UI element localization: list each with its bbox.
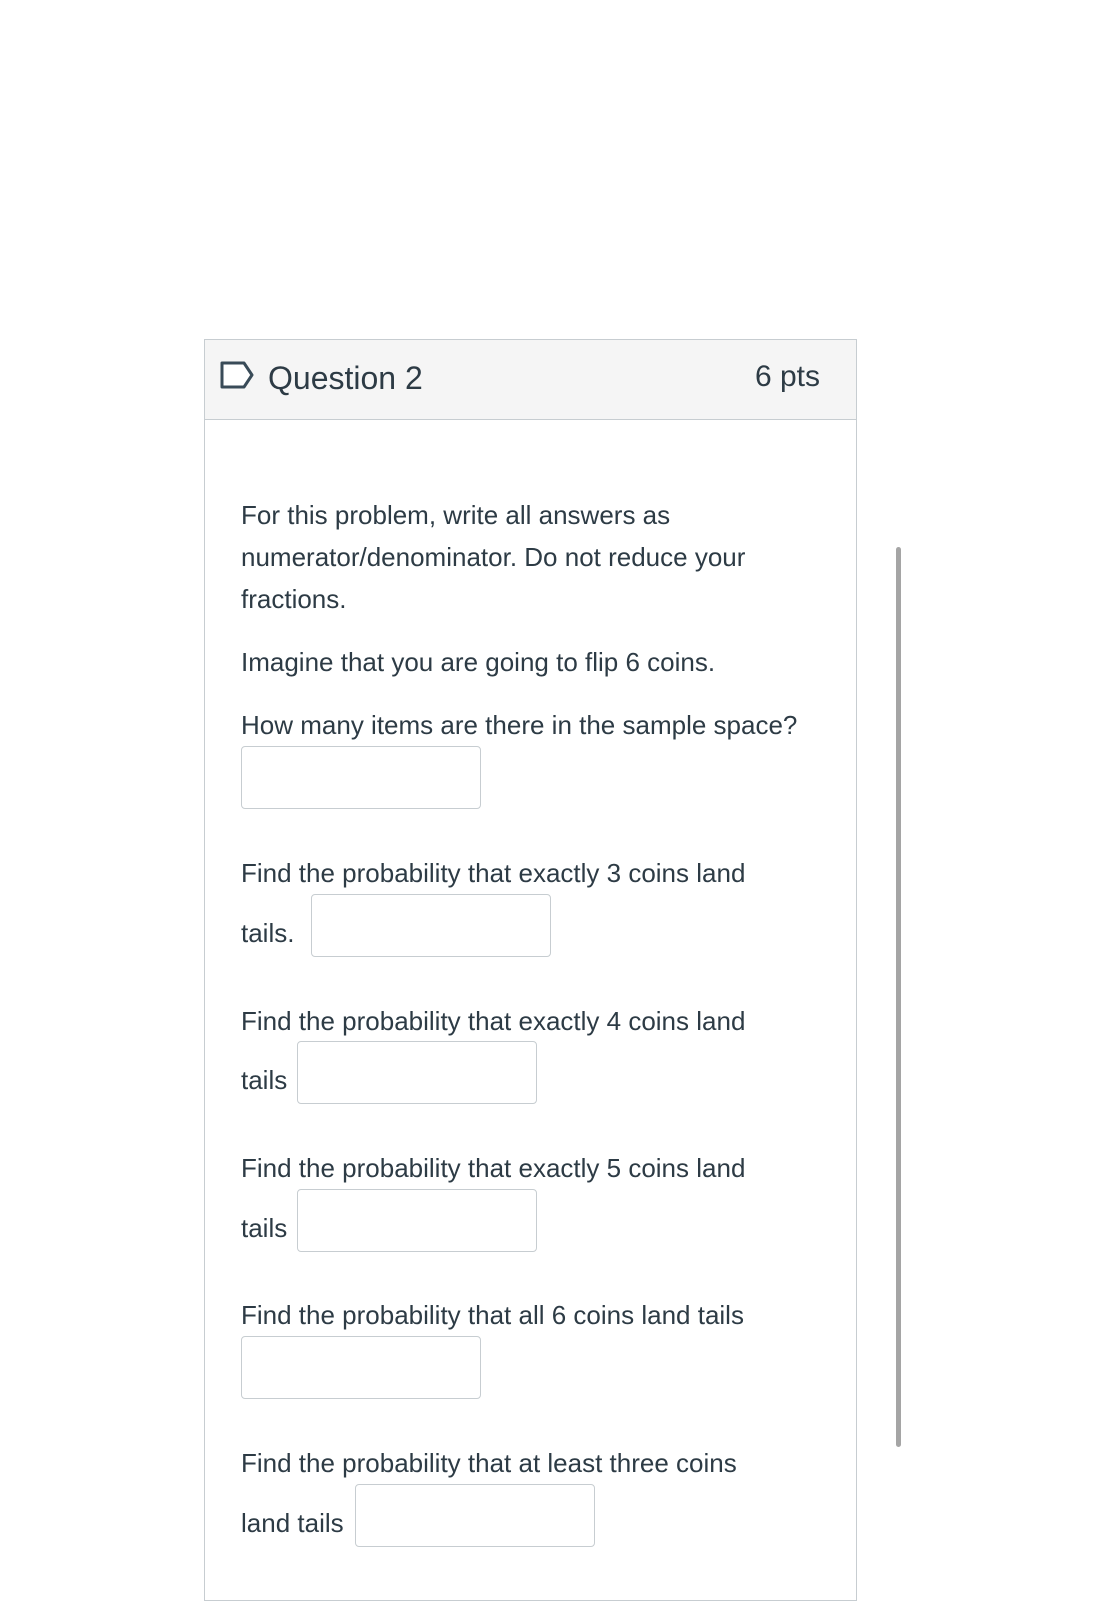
part2-prompt: Find the probability that exactly 3 coins land [241, 858, 746, 888]
all-6-tails-input[interactable] [241, 1336, 481, 1399]
question-header [205, 340, 856, 420]
scenario-text: Imagine that you are going to flip 6 coins. [241, 647, 716, 677]
part3-prompt: Find the probability that exactly 4 coins land [241, 1006, 746, 1036]
exactly-5-tails-input[interactable] [297, 1189, 537, 1252]
exactly-3-tails-input[interactable] [311, 894, 551, 957]
flag-question-icon[interactable] [219, 360, 255, 390]
question-title: Question 2 [268, 360, 423, 396]
question-card [204, 339, 857, 1601]
part3-prompt-cont: tails [241, 1065, 288, 1095]
part2-prompt-cont: tails. [241, 918, 295, 948]
instructions-text: For this problem, write all answers as numerator/denominator. Do not reduce your fractions. [241, 500, 746, 614]
question-points: 6 pts [754, 360, 820, 393]
sample-space-input[interactable] [241, 746, 481, 809]
part6-prompt-cont: land tails [241, 1508, 344, 1538]
part5-prompt: Find the probability that all 6 coins land tails [241, 1300, 744, 1330]
part4-prompt: Find the probability that exactly 5 coins land [241, 1153, 746, 1183]
part6-prompt: Find the probability that at least three coins [241, 1448, 737, 1478]
at-least-3-tails-input[interactable] [355, 1484, 595, 1547]
exactly-4-tails-input[interactable] [297, 1041, 537, 1104]
scrollbar[interactable] [896, 547, 901, 1447]
part4-prompt-cont: tails [241, 1213, 288, 1243]
part1-prompt: How many items are there in the sample space? [241, 710, 798, 740]
